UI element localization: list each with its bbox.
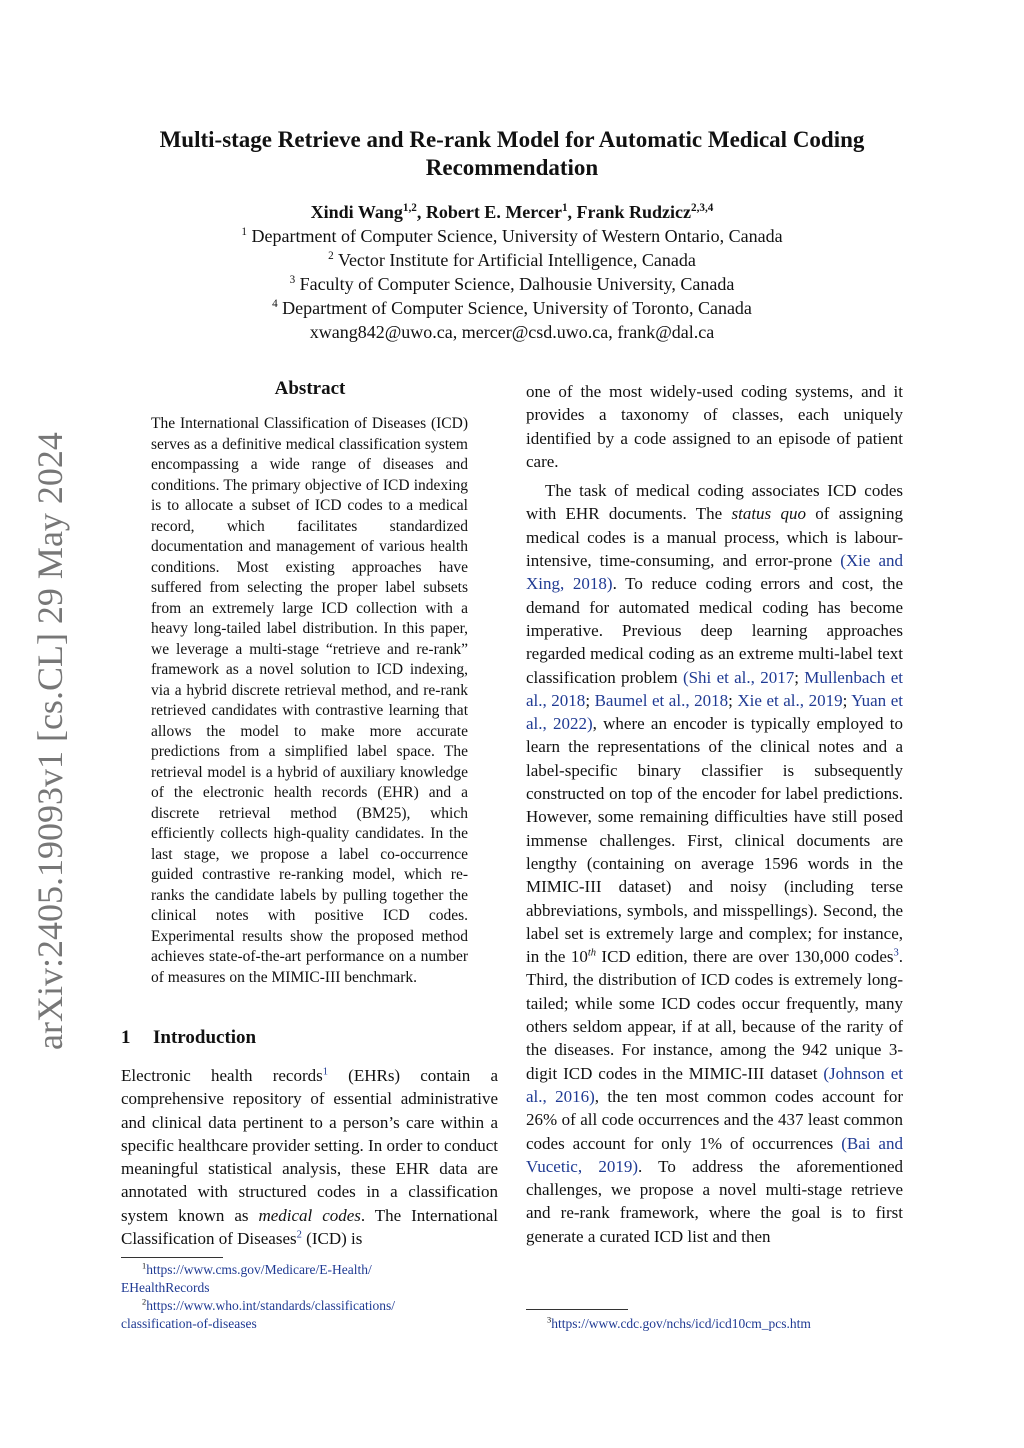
footnote-ref-3[interactable]: 3: [893, 947, 899, 959]
intro-emphasis: status quo: [731, 504, 806, 524]
footnote-rule-right: [526, 1309, 628, 1310]
footnote-ref-1[interactable]: 1: [322, 1066, 328, 1078]
affiliation-text: Vector Institute for Artificial Intelligence, Canada: [337, 250, 696, 270]
footnote-rule-left: [121, 1257, 223, 1258]
footnote-1-link-cont[interactable]: EHealthRecords: [121, 1280, 210, 1295]
footnote-2-link-cont[interactable]: classification-of-diseases: [121, 1316, 257, 1331]
author-block: [100, 200, 924, 344]
footnote-2: [121, 1297, 498, 1333]
intro-text: (ICD) is: [301, 1229, 363, 1249]
footnote-marker: 2: [142, 1297, 147, 1307]
affiliation-text: Faculty of Computer Science, Dalhousie University, Canada: [299, 274, 735, 294]
citation-link[interactable]: (Bai and Vucetic, 2019): [526, 1133, 903, 1176]
citation-link[interactable]: (Shi et al., 2017: [682, 667, 795, 687]
intro-text: Electronic health records: [121, 1066, 323, 1085]
citation-link[interactable]: (Johnson et al., 2016): [526, 1063, 903, 1106]
abstract-text: The International Classification of Diseases (ICD) serves as a definitive medical classification system encompassing a wide range of diseases and conditions. The primary objective of ICD indexing is to allocate a subset of ICD codes to a medical record, which facilitates standardized documentation and management of various health conditions. Most existing approaches have suffered from selecting the proper label subsets from an extremely large ICD collection with a heavy long-tailed label distribution. In this paper, we leverage a multi-stage “retrieve and re-rank” framework as a novel solution to ICD indexing, via a hybrid discrete retrieval method, and re-rank retrieved candidates with contrastive learning that allows the model to make more accurate predictions from a simplified label space. The retrieval model is a hybrid of auxiliary knowledge of the electronic health records (EHR) and a discrete retrieval method (BM25), which efficiently collects high-quality candidates. In the last stage, we propose a label co-occurrence guided contrastive re-ranking model, which re-ranks the candidate labels by pulling together the clinical notes with positive ICD codes. Experimental results show the proposed method achieves state-of-the-art performance on a number of measures on the MIMIC-III benchmark.: [151, 415, 468, 986]
affiliation: [100, 224, 924, 248]
section-title: Introduction: [153, 1027, 257, 1048]
footnote-1-link[interactable]: https://www.cms.gov/Medicare/E-Health/: [146, 1262, 372, 1277]
intro-text: of assigning medical codes is a manual process, which is labour-intensive, time-consuming, and error-prone: [526, 504, 904, 571]
author-affiliation-marker: 1: [561, 202, 568, 214]
citation-link[interactable]: (Xie and Xing, 2018): [526, 551, 903, 594]
author-name: Robert E. Mercer: [425, 202, 562, 222]
affiliation-text: Department of Computer Science, University of Toronto, Canada: [282, 298, 752, 318]
author-separator: ,: [416, 202, 426, 222]
intro-text: , where an encoder is typically employed to learn the representations of the clinical notes and a label-specific binary classifier is subsequently constructed on top of the encoder for label predictions. However, some remaining difficulties have still posed immense challenges. First, clinical documents are lengthy (containing on average 1596 words in the MIMIC-III dataset) and noisy (including terse abbreviations, symbols, and misspellings). Second, the label set is extremely large and complex; for instance, in the: [526, 714, 903, 967]
citation-link[interactable]: Mullenbach et al., 2018: [526, 667, 903, 710]
title-line-1: Multi-stage Retrieve and Re-rank Model for Automatic Medical Coding: [159, 127, 865, 152]
paper-title: [100, 126, 924, 182]
intro-text: The task of medical coding associates ICD codes with EHR documents. The: [526, 481, 903, 524]
citation-link[interactable]: Yuan et al., 2022): [526, 690, 903, 734]
intro-text: , the ten most common codes account for 26% of all code occurrences and the 437 least common codes account for only 1% of occurrences: [526, 1086, 904, 1153]
intro-paragraph-1-continued: one of the most widely-used coding systems, and it provides a taxonomy of classes, each uniquely identified by a code assigned to an episode of patient care.: [526, 382, 903, 471]
affiliation-marker: 4: [272, 298, 278, 310]
intro-text: . The International Classification of Diseases: [121, 1205, 498, 1249]
author-names: [100, 200, 924, 224]
footnote-marker: 3: [547, 1315, 552, 1325]
title-line-2: Recommendation: [425, 155, 599, 180]
author-separator: ,: [567, 202, 577, 222]
citation-separator: ;: [728, 690, 738, 710]
affiliation-marker: 3: [289, 274, 296, 286]
footnote-1: [121, 1261, 498, 1297]
intro-text: (EHRs) contain a comprehensive repository of essential administrative and clinical data pertinent to a person’s care within a specific healthcare provider setting. In order to conduct meaningful statistical analysis, these EHR data are annotated with structured codes in a classification system known as: [121, 1066, 498, 1225]
section-number: 1: [121, 1027, 131, 1048]
intro-emphasis: medical codes: [258, 1205, 361, 1225]
footnote-2-link[interactable]: https://www.who.int/standards/classifications/: [146, 1298, 396, 1313]
intro-text: . Third, the distribution of ICD codes is extremely long-tailed; while some ICD codes occur frequently, many others seldom appear, if at all, because of the rarity of the diseases. For instance, among the 942 unique 3-digit ICD codes in the MIMIC-III dataset: [526, 947, 903, 1083]
citation-separator: ;: [585, 690, 595, 710]
affiliation-text: Department of Computer Science, University of Western Ontario, Canada: [251, 226, 783, 246]
intro-paragraph-2: [526, 479, 903, 1248]
footnote-ref-2[interactable]: 2: [296, 1229, 302, 1241]
citation-link[interactable]: Xie et al., 2019: [737, 690, 843, 710]
author-emails: xwang842@uwo.ca, mercer@csd.uwo.ca, frank@dal.ca: [309, 322, 715, 342]
footnote-3-link[interactable]: https://www.cdc.gov/nchs/icd/icd10cm_pcs.htm: [551, 1316, 811, 1331]
math-ten: 10: [570, 947, 588, 967]
citation-separator: ;: [794, 667, 805, 687]
affiliation: [100, 296, 924, 320]
citation-link[interactable]: Baumel et al., 2018: [594, 690, 729, 710]
intro-text: ICD edition, there are over 130,000 codes: [596, 947, 894, 967]
right-column: [526, 380, 903, 1248]
math-th: th: [587, 947, 597, 959]
footnote-marker: 1: [142, 1261, 147, 1271]
footnote-3: [547, 1315, 903, 1333]
affiliation: [100, 248, 924, 272]
intro-text: . To address the aforementioned challenges, we propose a novel multi-stage retrieve and re-rank framework, where the goal is to first generate a curated ICD list and then: [526, 1156, 903, 1246]
intro-paragraph-1: [121, 1064, 498, 1250]
section-heading-introduction: [121, 1027, 256, 1049]
citation-separator: ;: [842, 690, 852, 710]
intro-text: . To reduce coding errors and cost, the demand for automated medical coding has become imperative. Previous deep learning approaches regarded medical coding as an extreme multi-label text classification problem: [526, 574, 903, 687]
abstract-heading: Abstract: [274, 378, 346, 399]
affiliation-marker: 1: [241, 226, 247, 238]
affiliation-marker: 2: [328, 250, 334, 262]
arxiv-identifier-sidebar: arXiv:2405.19093v1 [cs.CL] 29 May 2024: [30, 432, 70, 1050]
affiliation: [100, 272, 924, 296]
author-name: Xindi Wang: [310, 202, 403, 222]
author-name: Frank Rudzicz: [576, 202, 692, 222]
author-affiliation-marker: 2,3,4: [691, 202, 714, 214]
author-affiliation-marker: 1,2: [402, 202, 417, 214]
